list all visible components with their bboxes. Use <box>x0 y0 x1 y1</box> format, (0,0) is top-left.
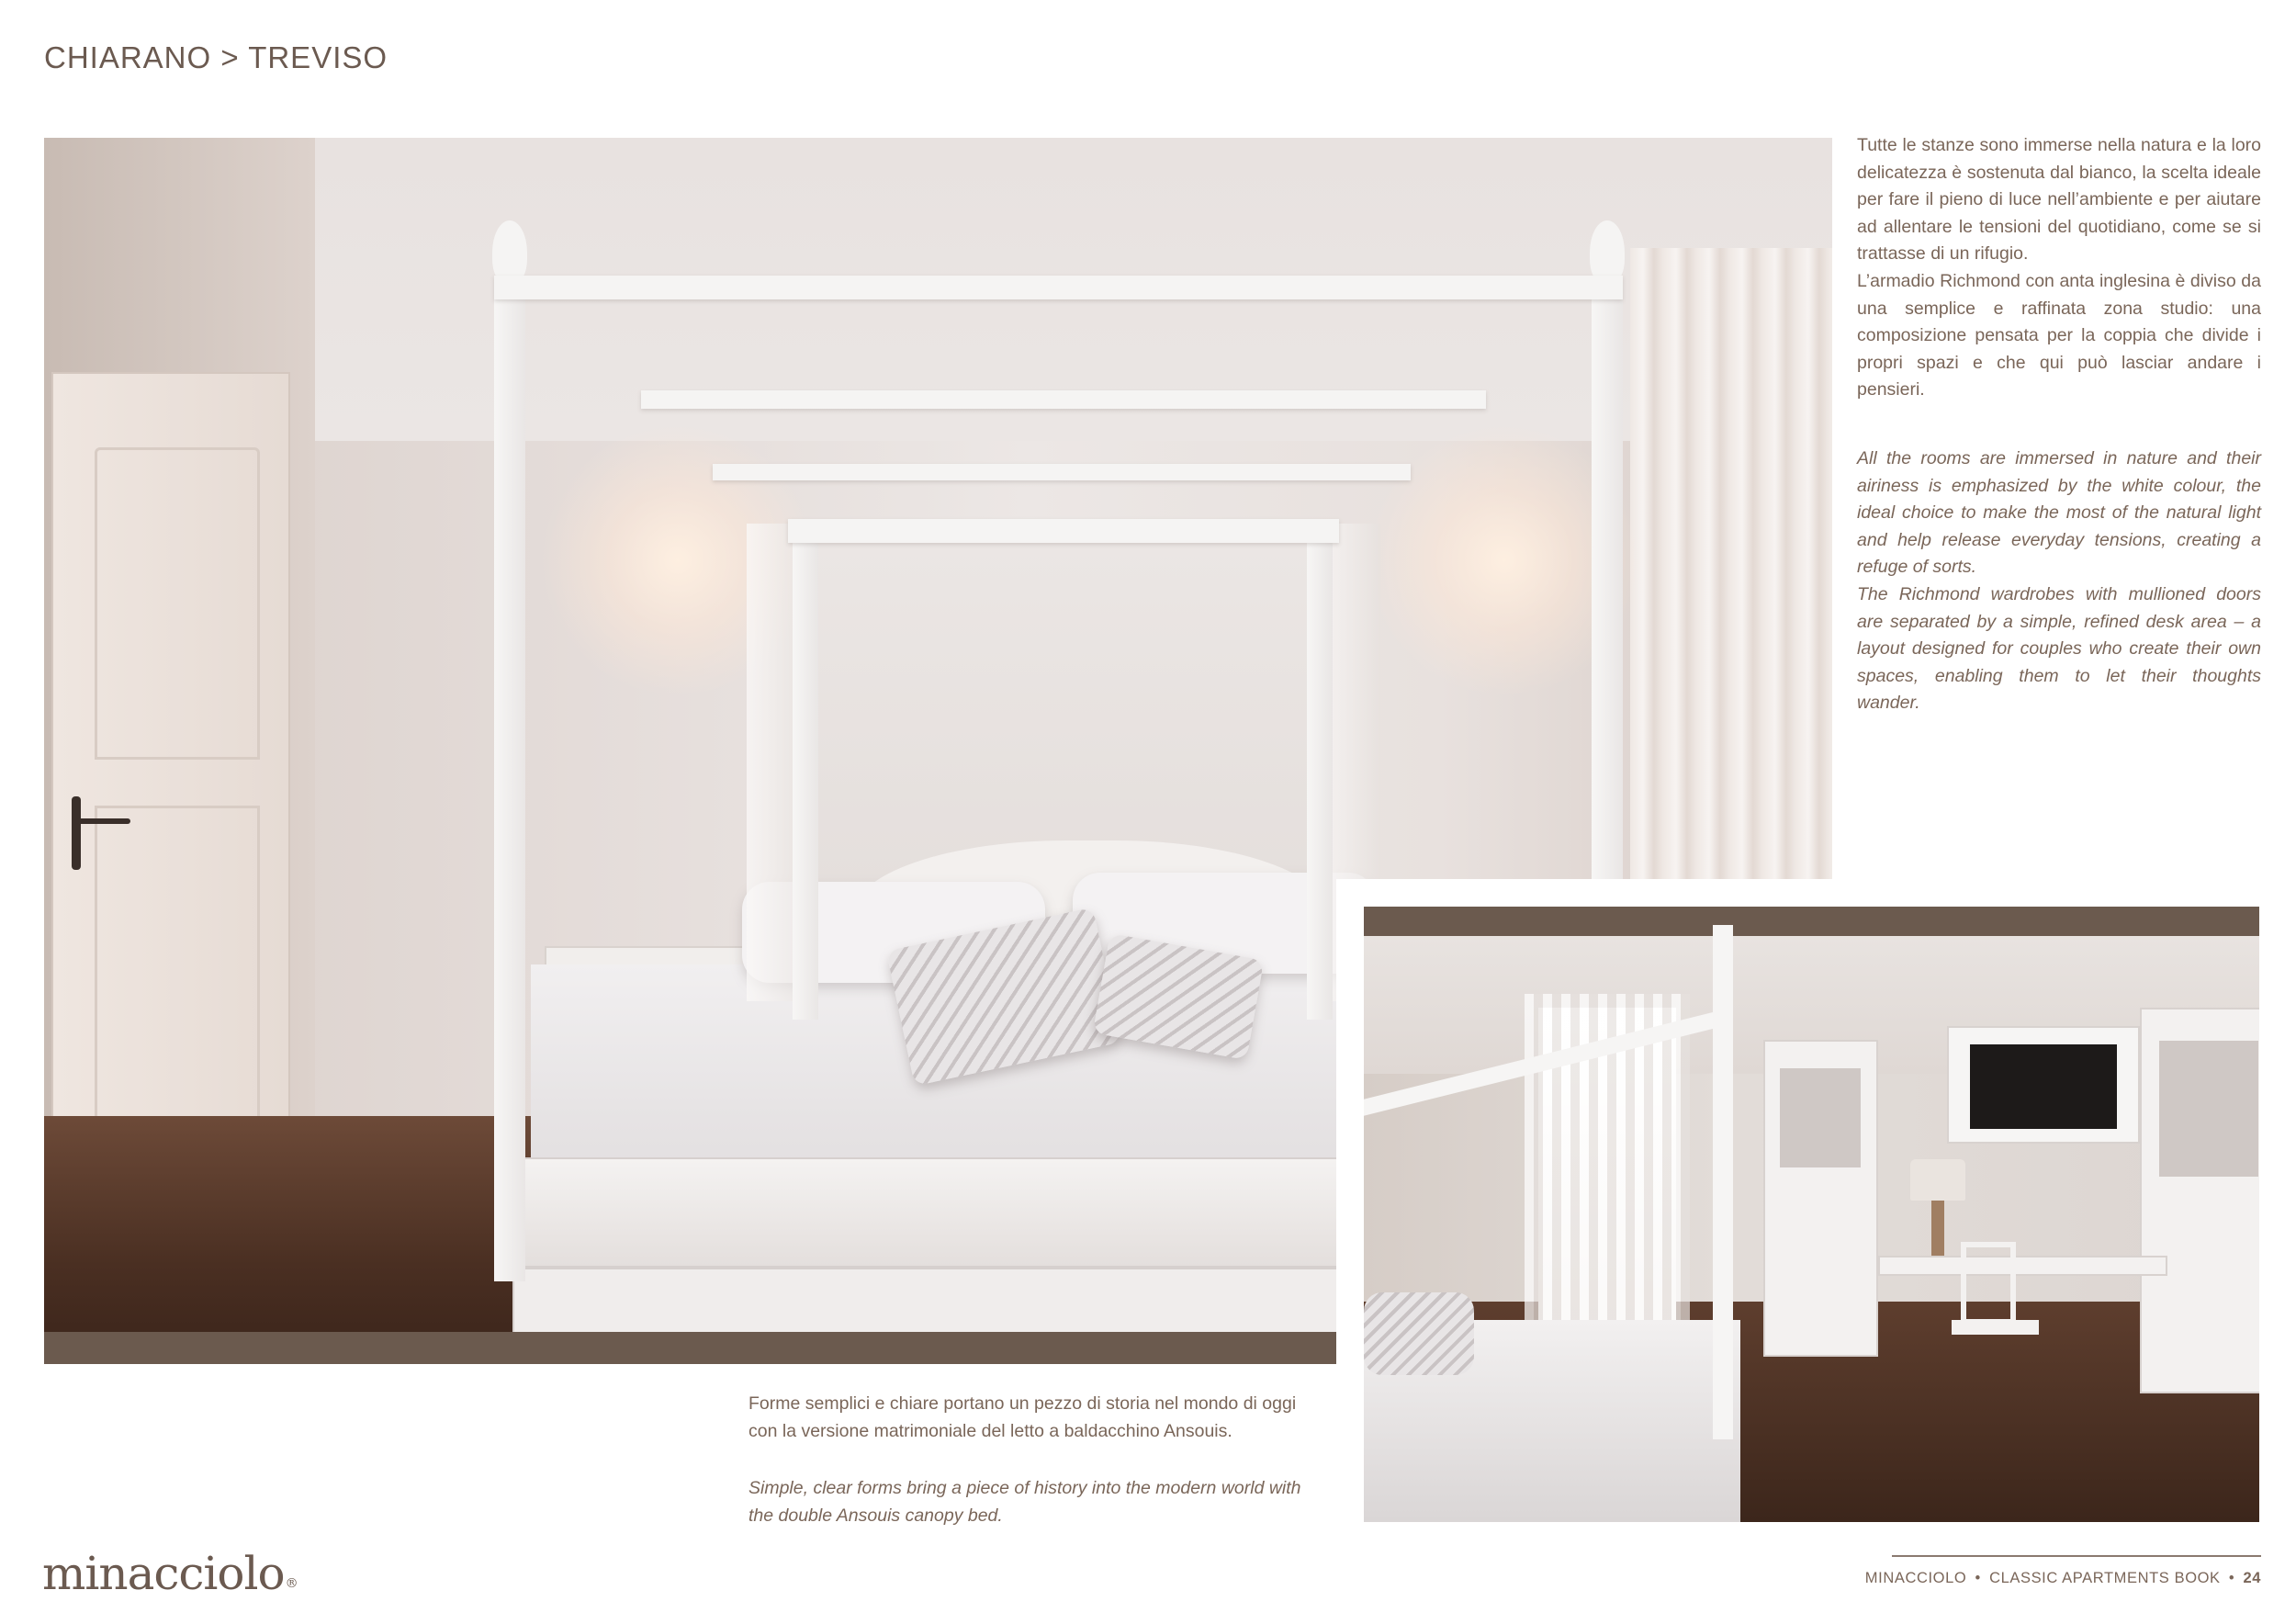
bed-post <box>793 542 818 1020</box>
canopy-rail <box>494 276 1623 299</box>
bed-post <box>1713 925 1733 1439</box>
canopy-rail <box>788 519 1339 543</box>
description-italian <box>1857 132 2261 404</box>
television <box>1970 1044 2117 1129</box>
chair <box>1961 1242 2016 1325</box>
page-footer <box>1865 1570 2261 1587</box>
breadcrumb: CHIARANO > TREVISO <box>44 40 388 74</box>
door-lever <box>75 818 130 824</box>
bed-post <box>1307 542 1333 1020</box>
room-desk-photo <box>1364 907 2259 1522</box>
page-number: 24 <box>2243 1570 2261 1586</box>
door <box>51 372 290 1171</box>
bed-post <box>494 299 525 1281</box>
description-english <box>1857 445 2261 717</box>
logo-text: minacciolo <box>42 1547 285 1600</box>
wardrobe-glass <box>2154 1035 2259 1182</box>
caption-italian: Forme semplici e chiare portano un pezzo di storia nel mondo di oggi con la versione matrimoniale del letto a baldacchino Ansouis. <box>748 1393 1297 1441</box>
brand-logo <box>42 1547 298 1600</box>
desk <box>1878 1256 2167 1276</box>
registered-mark: ® <box>285 1576 298 1591</box>
footer-rule <box>1892 1555 2261 1557</box>
description-paragraph: The Richmond wardrobes with mullioned doors are separated by a simple, refined desk area – a layout designed for couples who create their own spaces, enabling them to let their thoughts wander. <box>1857 583 2261 714</box>
photo-band <box>44 1332 1336 1364</box>
footer-separator: • <box>1975 1570 1981 1586</box>
photo-band <box>1364 907 2259 936</box>
description-paragraph: All the rooms are immersed in nature and their airiness is emphasized by the white colour, the ideal choice to make the most of the natural light and help release everyday tensions, creating a refuge of sorts. <box>1857 448 2261 578</box>
door-handle <box>72 796 81 870</box>
canopy-rail <box>641 390 1486 409</box>
lamp-base <box>1931 1201 1944 1256</box>
decorative-pillow <box>1364 1292 1474 1375</box>
canopy-rail <box>713 464 1411 480</box>
wardrobe-glass <box>1774 1063 1866 1173</box>
chair-seat <box>1952 1320 2039 1335</box>
footer-separator: • <box>2228 1570 2235 1586</box>
footer-brand: MINACCIOLO <box>1864 1570 1967 1586</box>
footer-book-title: CLASSIC APARTMENTS BOOK <box>1989 1570 2221 1586</box>
door-panel <box>95 806 260 1136</box>
caption-english: Simple, clear forms bring a piece of history into the modern world with the double Ansouis canopy bed. <box>748 1478 1301 1526</box>
description-paragraph: L’armadio Richmond con anta inglesina è diviso da una semplice e raffinata zona studio: una composizione pensata per la coppia che divide i propri spazi e che qui può lasciar andare i pensieri. <box>1857 270 2261 400</box>
door-panel <box>95 447 260 760</box>
description-paragraph: Tutte le stanze sono immerse nella natura e la loro delicatezza è sostenuta dal bianco, la scelta ideale per fare il pieno di luce nell’ambiente e per aiutare ad allentare le tensioni del quotidiano, come se si trattasse di un rifugio. <box>1857 135 2261 265</box>
table-lamp <box>1910 1159 1965 1201</box>
